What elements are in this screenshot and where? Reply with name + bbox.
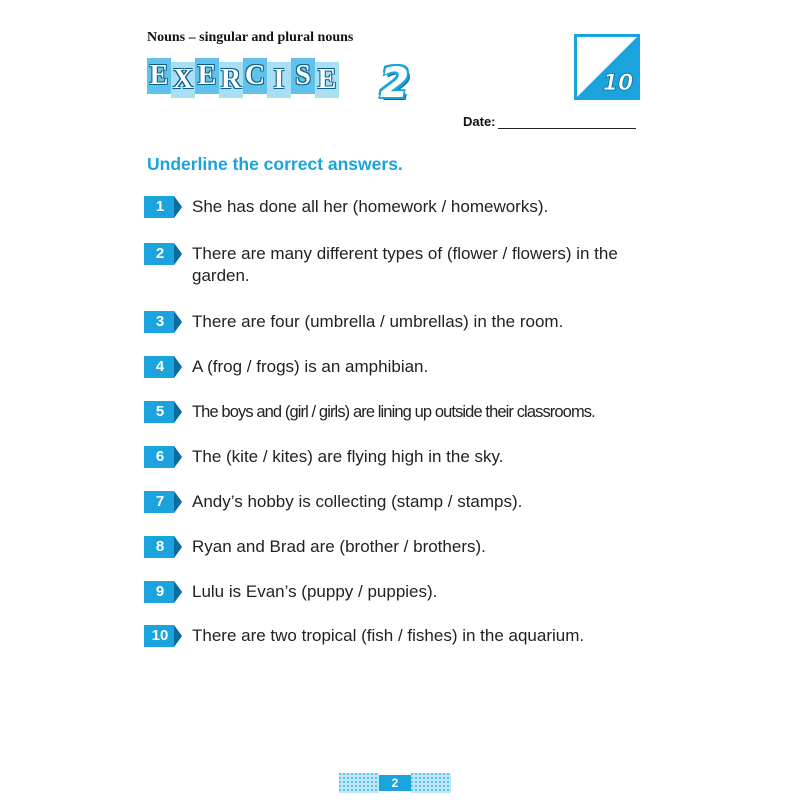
question-number: 3: [155, 313, 165, 330]
question-item: [144, 581, 644, 603]
question-number: 5: [155, 403, 165, 420]
question-item: [144, 625, 644, 647]
exercise-letter: E: [315, 62, 339, 98]
question-item: [144, 536, 644, 558]
question-number: 8: [155, 538, 165, 555]
question-number: 7: [155, 493, 165, 510]
question-item: [144, 243, 644, 287]
date-line[interactable]: [498, 116, 636, 129]
question-text: Lulu is Evan’s (puppy / puppies).: [192, 582, 438, 601]
question-item: [144, 446, 644, 468]
question-text: The boys and (girl / girls) are lining up outside their classrooms.: [192, 403, 595, 421]
question-number: 10: [151, 627, 169, 644]
question-marker: [144, 446, 184, 468]
question-text: There are many different types of (flower / flowers) in the garden.: [192, 244, 618, 285]
exercise-number: 2: [380, 58, 410, 107]
date-label: Date:: [463, 114, 496, 129]
question-marker: [144, 196, 184, 218]
question-text: There are two tropical (fish / fishes) in the aquarium.: [192, 626, 585, 645]
exercise-letter: E: [195, 58, 219, 94]
question-item: [144, 311, 644, 333]
date-field[interactable]: [463, 114, 636, 129]
question-item: [144, 491, 644, 513]
question-marker: [144, 581, 184, 603]
page-number: 2: [391, 776, 399, 790]
exercise-letter: S: [291, 58, 315, 94]
question-marker: [144, 491, 184, 513]
question-marker: [144, 401, 184, 423]
badge-triangle-icon: [574, 34, 640, 100]
question-number: 2: [155, 245, 165, 262]
question-text: Ryan and Brad are (brother / brothers).: [192, 537, 486, 556]
badge-number: 10: [602, 71, 634, 96]
exercise-letter: X: [171, 62, 195, 98]
question-text: A (frog / frogs) is an amphibian.: [192, 357, 429, 376]
question-number: 6: [155, 448, 165, 465]
question-number: 1: [155, 198, 165, 215]
page-badge: [574, 34, 640, 100]
question-number: 4: [155, 358, 165, 375]
question-number: 9: [155, 583, 165, 600]
question-text: There are four (umbrella / umbrellas) in the room.: [192, 312, 564, 331]
question-text: The (kite / kites) are flying high in the sky.: [192, 447, 504, 466]
question-text: Andy’s hobby is collecting (stamp / stamps).: [192, 492, 523, 511]
exercise-letter: E: [147, 58, 171, 94]
question-marker: [144, 536, 184, 558]
exercise-letter: C: [243, 58, 267, 94]
question-item: [144, 401, 644, 423]
question-marker: [144, 356, 184, 378]
exercise-title: [147, 58, 339, 98]
question-marker: [144, 625, 184, 647]
exercise-letter: I: [267, 62, 291, 98]
topic-heading: Nouns – singular and plural nouns: [147, 30, 354, 45]
question-item: [144, 196, 644, 218]
question-marker: [144, 243, 184, 265]
exercise-letter: R: [219, 62, 243, 98]
question-text: She has done all her (homework / homeworks).: [192, 197, 549, 216]
question-marker: [144, 311, 184, 333]
instruction-heading: Underline the correct answers.: [147, 154, 403, 174]
question-item: [144, 356, 644, 378]
